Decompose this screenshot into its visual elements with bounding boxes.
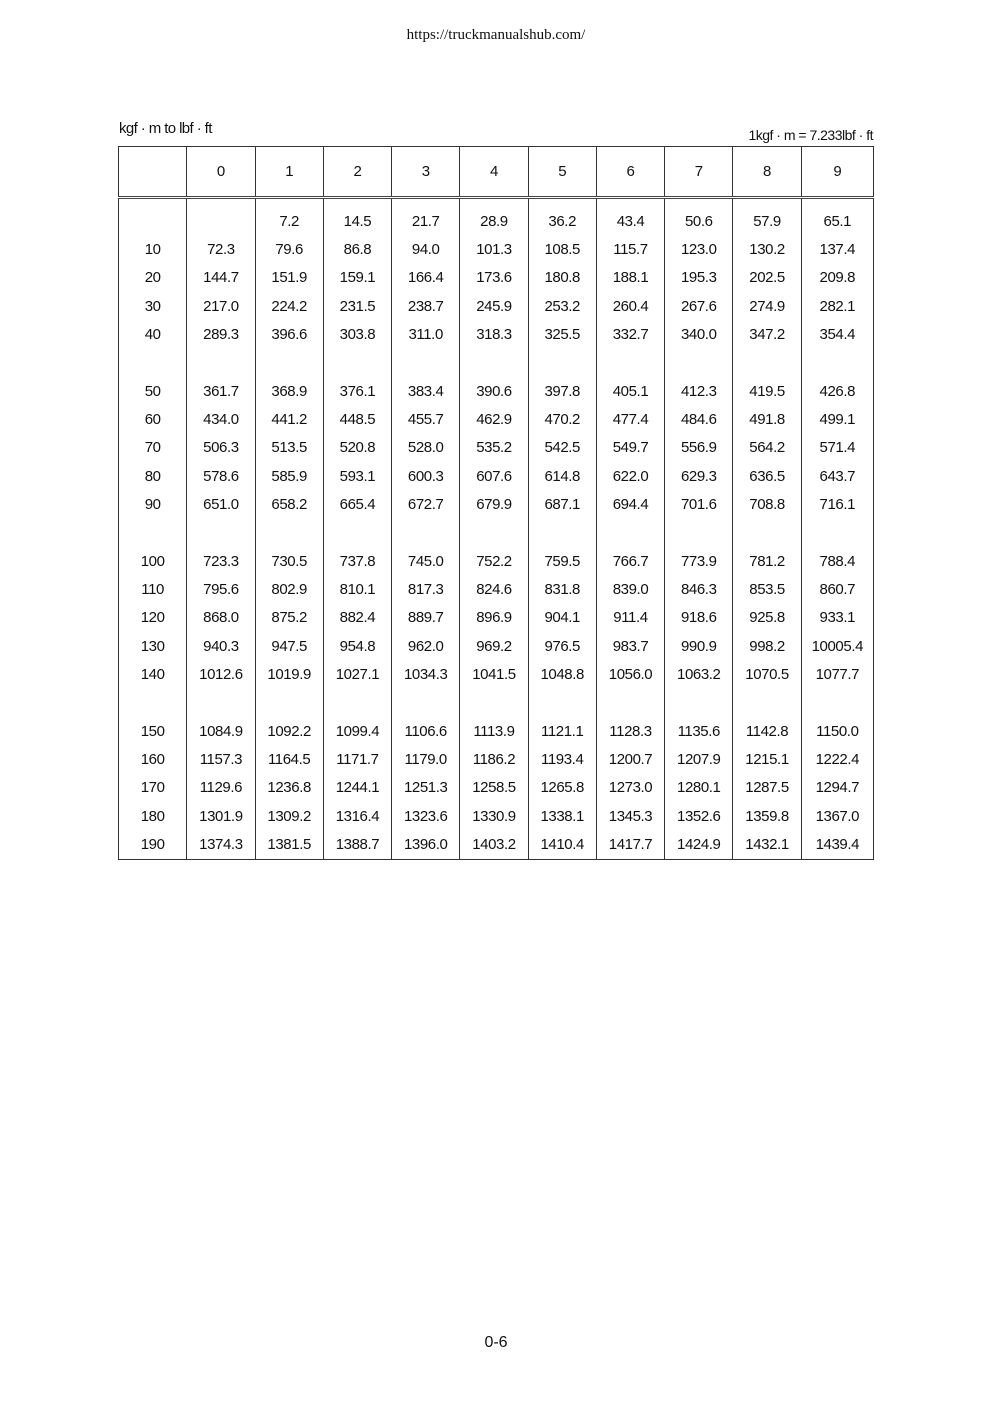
value-cell: 28.9 (460, 198, 528, 236)
table-row (119, 292, 874, 320)
spacer-cell (323, 519, 391, 547)
value-cell: 245.9 (460, 292, 528, 320)
value-cell: 1251.3 (392, 774, 460, 802)
table-row (119, 575, 874, 603)
table-row (119, 830, 874, 859)
value-cell: 976.5 (528, 632, 596, 660)
value-cell: 788.4 (801, 547, 873, 575)
spacer-cell (255, 519, 323, 547)
value-cell: 998.2 (733, 632, 801, 660)
value-cell: 665.4 (323, 491, 391, 519)
value-cell: 354.4 (801, 321, 873, 349)
spacer-cell (801, 689, 873, 717)
header-cell-blank (119, 147, 187, 198)
value-cell: 875.2 (255, 604, 323, 632)
table-title: kgf · m to lbf · ft (119, 120, 212, 137)
spacer-cell (323, 349, 391, 377)
value-cell: 802.9 (255, 575, 323, 603)
value-cell: 376.1 (323, 377, 391, 405)
header-cell-3: 3 (392, 147, 460, 198)
value-cell: 752.2 (460, 547, 528, 575)
spacer-cell (187, 689, 255, 717)
value-cell: 484.6 (665, 405, 733, 433)
row-label-cell: 110 (119, 575, 187, 603)
header-cell-4: 4 (460, 147, 528, 198)
value-cell: 1330.9 (460, 802, 528, 830)
source-url: https://truckmanualshub.com/ (406, 27, 586, 43)
value-cell: 231.5 (323, 292, 391, 320)
row-label-cell: 190 (119, 830, 187, 859)
value-cell: 412.3 (665, 377, 733, 405)
header-cell-2: 2 (323, 147, 391, 198)
value-cell: 607.6 (460, 462, 528, 490)
value-cell: 238.7 (392, 292, 460, 320)
conversion-table (118, 146, 874, 860)
value-cell: 571.4 (801, 434, 873, 462)
table-row (119, 745, 874, 773)
value-cell: 202.5 (733, 264, 801, 292)
value-cell: 643.7 (801, 462, 873, 490)
value-cell: 1439.4 (801, 830, 873, 859)
header-cell-9: 9 (801, 147, 873, 198)
table-row (119, 774, 874, 802)
row-label-cell: 120 (119, 604, 187, 632)
value-cell: 846.3 (665, 575, 733, 603)
value-cell: 267.6 (665, 292, 733, 320)
value-cell: 72.3 (187, 235, 255, 263)
row-label-cell: 70 (119, 434, 187, 462)
value-cell: 687.1 (528, 491, 596, 519)
row-label-cell: 160 (119, 745, 187, 773)
value-cell: 311.0 (392, 321, 460, 349)
value-cell: 50.6 (665, 198, 733, 236)
value-cell: 1200.7 (596, 745, 664, 773)
value-cell: 672.7 (392, 491, 460, 519)
value-cell: 65.1 (801, 198, 873, 236)
value-cell: 361.7 (187, 377, 255, 405)
value-cell: 933.1 (801, 604, 873, 632)
value-cell: 868.0 (187, 604, 255, 632)
value-cell: 1142.8 (733, 717, 801, 745)
value-cell: 1171.7 (323, 745, 391, 773)
value-cell: 614.8 (528, 462, 596, 490)
value-cell: 896.9 (460, 604, 528, 632)
row-label-cell: 80 (119, 462, 187, 490)
value-cell: 1193.4 (528, 745, 596, 773)
spacer-cell (187, 349, 255, 377)
value-cell: 1070.5 (733, 660, 801, 688)
value-cell: 1041.5 (460, 660, 528, 688)
value-cell: 817.3 (392, 575, 460, 603)
value-cell: 1186.2 (460, 745, 528, 773)
value-cell: 918.6 (665, 604, 733, 632)
value-cell: 1207.9 (665, 745, 733, 773)
value-cell: 491.8 (733, 405, 801, 433)
value-cell: 426.8 (801, 377, 873, 405)
value-cell: 151.9 (255, 264, 323, 292)
value-cell: 1113.9 (460, 717, 528, 745)
value-cell: 1121.1 (528, 717, 596, 745)
value-cell: 455.7 (392, 405, 460, 433)
value-cell: 347.2 (733, 321, 801, 349)
value-cell: 1106.6 (392, 717, 460, 745)
value-cell: 1410.4 (528, 830, 596, 859)
table-row (119, 434, 874, 462)
value-cell: 130.2 (733, 235, 801, 263)
value-cell: 1367.0 (801, 802, 873, 830)
value-cell: 853.5 (733, 575, 801, 603)
spacer-cell (392, 689, 460, 717)
value-cell: 1077.7 (801, 660, 873, 688)
value-cell: 564.2 (733, 434, 801, 462)
value-cell: 173.6 (460, 264, 528, 292)
spacer-cell (528, 349, 596, 377)
table-row (119, 660, 874, 688)
value-cell: 144.7 (187, 264, 255, 292)
table-row (119, 717, 874, 745)
value-cell: 954.8 (323, 632, 391, 660)
table-row (119, 491, 874, 519)
spacer-cell (733, 349, 801, 377)
value-cell: 1135.6 (665, 717, 733, 745)
conversion-factor: 1kgf · m = 7.233lbf · ft (748, 127, 873, 143)
value-cell: 730.5 (255, 547, 323, 575)
value-cell: 477.4 (596, 405, 664, 433)
value-cell: 1027.1 (323, 660, 391, 688)
table-body (119, 198, 874, 860)
value-cell: 43.4 (596, 198, 664, 236)
spacer-cell (255, 349, 323, 377)
value-cell: 57.9 (733, 198, 801, 236)
value-cell: 1309.2 (255, 802, 323, 830)
value-cell: 209.8 (801, 264, 873, 292)
row-label-cell: 60 (119, 405, 187, 433)
row-label-cell: 10 (119, 235, 187, 263)
table-row (119, 198, 874, 236)
value-cell: 260.4 (596, 292, 664, 320)
spacer-cell (528, 689, 596, 717)
header-cell-8: 8 (733, 147, 801, 198)
value-cell: 593.1 (323, 462, 391, 490)
value-cell: 499.1 (801, 405, 873, 433)
row-label-cell: 90 (119, 491, 187, 519)
spacer-cell (665, 689, 733, 717)
value-cell: 419.5 (733, 377, 801, 405)
value-cell: 1128.3 (596, 717, 664, 745)
value-cell: 368.9 (255, 377, 323, 405)
value-cell: 1150.0 (801, 717, 873, 745)
value-cell: 396.6 (255, 321, 323, 349)
value-cell: 1352.6 (665, 802, 733, 830)
value-cell: 636.5 (733, 462, 801, 490)
value-cell: 513.5 (255, 434, 323, 462)
value-cell: 318.3 (460, 321, 528, 349)
value-cell: 542.5 (528, 434, 596, 462)
value-cell: 448.5 (323, 405, 391, 433)
spacer-cell (665, 519, 733, 547)
value-cell: 795.6 (187, 575, 255, 603)
row-label-cell: 130 (119, 632, 187, 660)
value-cell: 983.7 (596, 632, 664, 660)
table-row (119, 632, 874, 660)
table-row (119, 321, 874, 349)
value-cell: 1258.5 (460, 774, 528, 802)
value-cell: 549.7 (596, 434, 664, 462)
value-cell: 86.8 (323, 235, 391, 263)
value-cell: 1381.5 (255, 830, 323, 859)
value-cell: 1215.1 (733, 745, 801, 773)
value-cell: 434.0 (187, 405, 255, 433)
row-label-cell: 140 (119, 660, 187, 688)
spacer-cell (460, 349, 528, 377)
value-cell: 340.0 (665, 321, 733, 349)
value-cell: 651.0 (187, 491, 255, 519)
value-cell: 1396.0 (392, 830, 460, 859)
spacer-cell (733, 689, 801, 717)
value-cell: 1056.0 (596, 660, 664, 688)
value-cell: 94.0 (392, 235, 460, 263)
value-cell: 217.0 (187, 292, 255, 320)
value-cell: 137.4 (801, 235, 873, 263)
header-cell-5: 5 (528, 147, 596, 198)
spacer-cell (596, 519, 664, 547)
row-label-cell: 40 (119, 321, 187, 349)
header-cell-0: 0 (187, 147, 255, 198)
row-label-cell (119, 198, 187, 236)
value-cell: 274.9 (733, 292, 801, 320)
value-cell: 1244.1 (323, 774, 391, 802)
spacer-cell (323, 689, 391, 717)
row-label-cell: 50 (119, 377, 187, 405)
value-cell: 810.1 (323, 575, 391, 603)
value-cell: 36.2 (528, 198, 596, 236)
value-cell: 397.8 (528, 377, 596, 405)
value-cell: 383.4 (392, 377, 460, 405)
table-row (119, 235, 874, 263)
page-number: 0-6 (484, 1334, 508, 1351)
value-cell: 1388.7 (323, 830, 391, 859)
value-cell: 108.5 (528, 235, 596, 263)
header-cell-1: 1 (255, 147, 323, 198)
value-cell: 1084.9 (187, 717, 255, 745)
value-cell: 101.3 (460, 235, 528, 263)
value-cell: 622.0 (596, 462, 664, 490)
value-cell: 390.6 (460, 377, 528, 405)
spacer-cell (255, 689, 323, 717)
value-cell: 1034.3 (392, 660, 460, 688)
value-cell: 195.3 (665, 264, 733, 292)
value-cell: 947.5 (255, 632, 323, 660)
row-label-cell: 20 (119, 264, 187, 292)
table-row (119, 377, 874, 405)
value-cell: 911.4 (596, 604, 664, 632)
value-cell: 1129.6 (187, 774, 255, 802)
value-cell: 882.4 (323, 604, 391, 632)
value-cell: 1157.3 (187, 745, 255, 773)
spacer-cell (596, 689, 664, 717)
table-row (119, 264, 874, 292)
value-cell: 180.8 (528, 264, 596, 292)
value-cell: 629.3 (665, 462, 733, 490)
value-cell: 405.1 (596, 377, 664, 405)
value-cell: 1403.2 (460, 830, 528, 859)
value-cell: 990.9 (665, 632, 733, 660)
value-cell: 1359.8 (733, 802, 801, 830)
row-label-cell: 180 (119, 802, 187, 830)
spacer-cell (392, 519, 460, 547)
value-cell: 824.6 (460, 575, 528, 603)
value-cell: 528.0 (392, 434, 460, 462)
value-cell: 123.0 (665, 235, 733, 263)
value-cell: 535.2 (460, 434, 528, 462)
value-cell: 282.1 (801, 292, 873, 320)
value-cell: 723.3 (187, 547, 255, 575)
value-cell: 701.6 (665, 491, 733, 519)
value-cell: 7.2 (255, 198, 323, 236)
spacer-cell (528, 519, 596, 547)
value-cell: 1092.2 (255, 717, 323, 745)
value-cell: 745.0 (392, 547, 460, 575)
value-cell: 1323.6 (392, 802, 460, 830)
value-cell: 253.2 (528, 292, 596, 320)
value-cell: 1301.9 (187, 802, 255, 830)
value-cell: 962.0 (392, 632, 460, 660)
header-cell-6: 6 (596, 147, 664, 198)
value-cell: 1432.1 (733, 830, 801, 859)
value-cell: 1417.7 (596, 830, 664, 859)
spacer-cell (733, 519, 801, 547)
value-cell: 1345.3 (596, 802, 664, 830)
value-cell: 325.5 (528, 321, 596, 349)
value-cell: 781.2 (733, 547, 801, 575)
value-cell: 10005.4 (801, 632, 873, 660)
row-label-cell: 170 (119, 774, 187, 802)
table-row (119, 802, 874, 830)
value-cell: 224.2 (255, 292, 323, 320)
table-row (119, 462, 874, 490)
value-cell: 441.2 (255, 405, 323, 433)
spacer-cell (801, 349, 873, 377)
row-label-cell: 30 (119, 292, 187, 320)
row-label-cell: 100 (119, 547, 187, 575)
value-cell: 556.9 (665, 434, 733, 462)
row-label-cell: 150 (119, 717, 187, 745)
value-cell: 694.4 (596, 491, 664, 519)
value-cell: 1280.1 (665, 774, 733, 802)
spacer-cell (801, 519, 873, 547)
value-cell: 766.7 (596, 547, 664, 575)
spacer-cell (187, 519, 255, 547)
spacer-cell (596, 349, 664, 377)
value-cell: 1265.8 (528, 774, 596, 802)
value-cell: 1273.0 (596, 774, 664, 802)
value-cell: 1019.9 (255, 660, 323, 688)
value-cell: 737.8 (323, 547, 391, 575)
value-cell: 1287.5 (733, 774, 801, 802)
value-cell: 159.1 (323, 264, 391, 292)
spacer-cell (119, 519, 187, 547)
value-cell: 658.2 (255, 491, 323, 519)
group-spacer (119, 519, 874, 547)
value-cell: 679.9 (460, 491, 528, 519)
value-cell: 1222.4 (801, 745, 873, 773)
value-cell: 289.3 (187, 321, 255, 349)
value-cell: 600.3 (392, 462, 460, 490)
table-row (119, 547, 874, 575)
value-cell: 925.8 (733, 604, 801, 632)
header-row (119, 147, 874, 198)
value-cell: 115.7 (596, 235, 664, 263)
value-cell: 773.9 (665, 547, 733, 575)
value-cell: 1164.5 (255, 745, 323, 773)
value-cell: 831.8 (528, 575, 596, 603)
value-cell: 1424.9 (665, 830, 733, 859)
spacer-cell (119, 689, 187, 717)
value-cell: 470.2 (528, 405, 596, 433)
value-cell: 1338.1 (528, 802, 596, 830)
value-cell: 506.3 (187, 434, 255, 462)
value-cell: 1099.4 (323, 717, 391, 745)
value-cell: 839.0 (596, 575, 664, 603)
group-spacer (119, 349, 874, 377)
value-cell: 166.4 (392, 264, 460, 292)
spacer-cell (460, 689, 528, 717)
header-cell-7: 7 (665, 147, 733, 198)
table-row (119, 405, 874, 433)
spacer-cell (392, 349, 460, 377)
value-cell: 759.5 (528, 547, 596, 575)
value-cell: 889.7 (392, 604, 460, 632)
table-row (119, 604, 874, 632)
value-cell: 708.8 (733, 491, 801, 519)
value-cell: 188.1 (596, 264, 664, 292)
value-cell: 1179.0 (392, 745, 460, 773)
value-cell: 860.7 (801, 575, 873, 603)
value-cell: 940.3 (187, 632, 255, 660)
value-cell: 578.6 (187, 462, 255, 490)
value-cell: 520.8 (323, 434, 391, 462)
value-cell: 332.7 (596, 321, 664, 349)
spacer-cell (119, 349, 187, 377)
value-cell: 585.9 (255, 462, 323, 490)
value-cell: 462.9 (460, 405, 528, 433)
value-cell: 1316.4 (323, 802, 391, 830)
spacer-cell (460, 519, 528, 547)
value-cell: 1012.6 (187, 660, 255, 688)
group-spacer (119, 689, 874, 717)
value-cell: 1063.2 (665, 660, 733, 688)
value-cell: 1374.3 (187, 830, 255, 859)
value-cell (187, 198, 255, 236)
value-cell: 21.7 (392, 198, 460, 236)
value-cell: 969.2 (460, 632, 528, 660)
value-cell: 1294.7 (801, 774, 873, 802)
value-cell: 14.5 (323, 198, 391, 236)
value-cell: 1236.8 (255, 774, 323, 802)
value-cell: 1048.8 (528, 660, 596, 688)
value-cell: 79.6 (255, 235, 323, 263)
value-cell: 716.1 (801, 491, 873, 519)
value-cell: 303.8 (323, 321, 391, 349)
spacer-cell (665, 349, 733, 377)
value-cell: 904.1 (528, 604, 596, 632)
